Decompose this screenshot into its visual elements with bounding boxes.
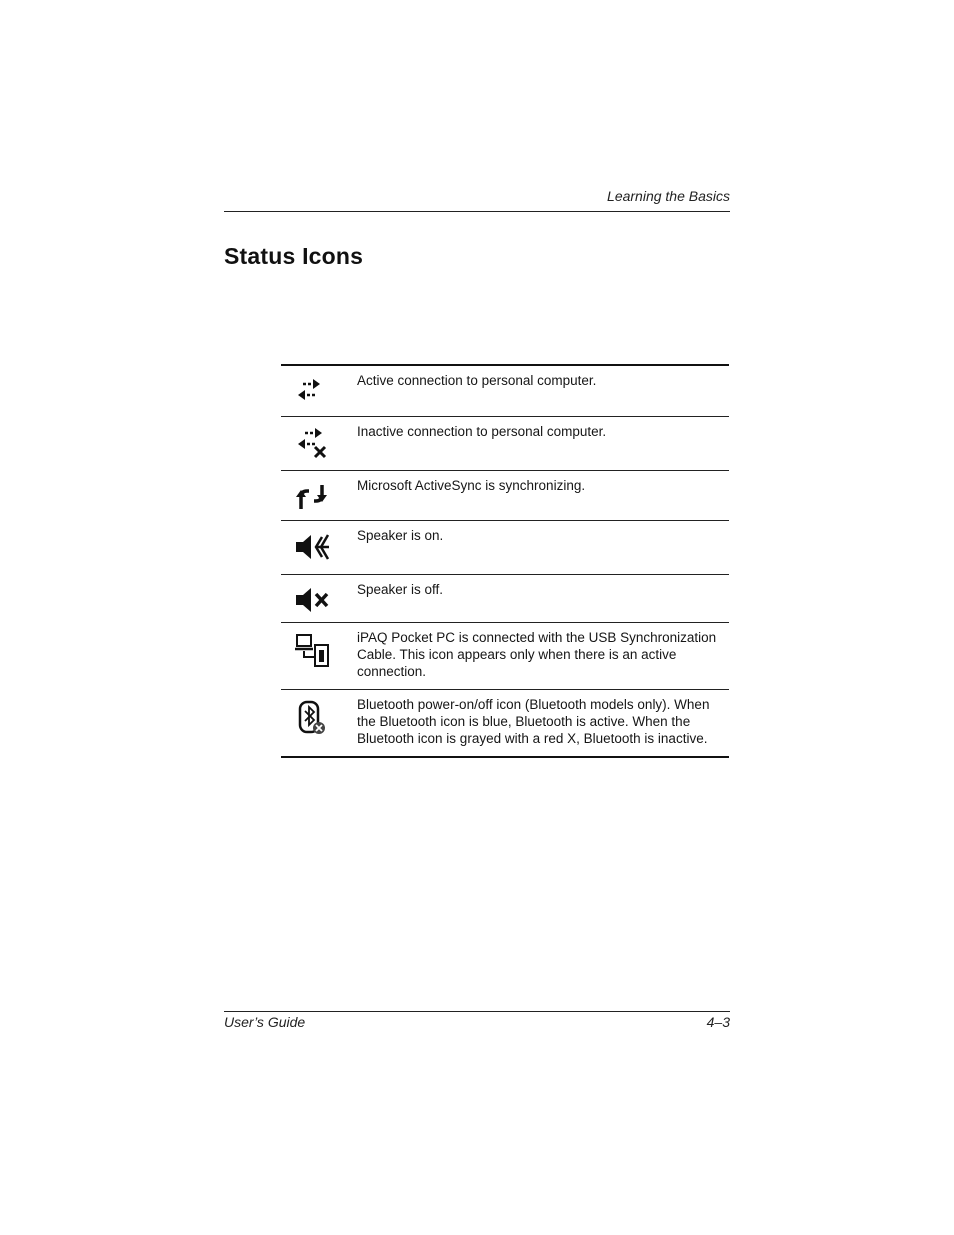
bluetooth-icon [295,700,329,736]
icon-cell [281,521,357,574]
icon-cell [281,690,357,756]
usb-sync-icon [295,633,331,667]
row-description: iPAQ Pocket PC is connected with the USB Synchronization Cable. This icon appears only when there is an active connection. [357,630,717,679]
row-description: Bluetooth power-on/off icon (Bluetooth models only). When the Bluetooth icon is blue, Bluetooth is active. When the Bluetooth icon is grayed with a red X, Bluetooth is inactive. [357,697,710,746]
footer-page-number: 4–3 [706,1014,730,1030]
table-row [281,417,729,471]
footer-rule [224,1011,730,1012]
header-rule [224,211,730,212]
row-description: Speaker is off. [357,582,444,597]
icon-cell [281,366,357,416]
table-row [281,690,729,756]
table-row [281,521,729,575]
icon-cell [281,471,357,520]
table-row [281,366,729,417]
row-description: Inactive connection to personal computer. [357,424,607,439]
row-description: Speaker is on. [357,528,444,543]
activesync-icon [295,481,329,513]
active-connection-icon [295,376,323,404]
footer-guide-title: User’s Guide [224,1014,306,1030]
table-row [281,623,729,690]
page-title: Status Icons [224,243,364,269]
inactive-connection-icon [295,427,329,461]
table-row [281,575,729,623]
running-header: Learning the Basics [607,188,730,204]
icon-cell [281,575,357,622]
icon-cell [281,623,357,689]
row-description: Active connection to personal computer. [357,373,597,388]
status-icons-table [281,364,729,758]
icon-cell [281,417,357,470]
table-row [281,471,729,521]
speaker-off-icon [295,585,331,615]
speaker-on-icon [295,531,331,563]
row-description: Microsoft ActiveSync is synchronizing. [357,478,586,493]
